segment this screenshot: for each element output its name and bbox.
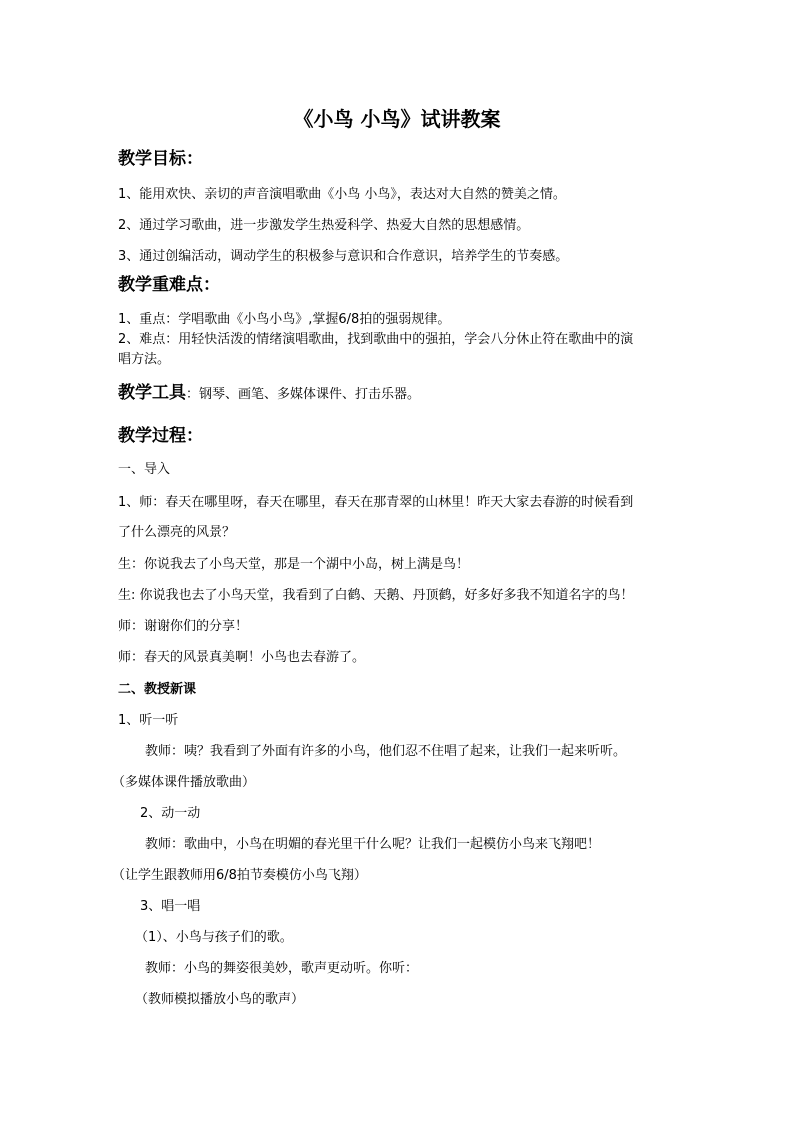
new-lesson-heading: 二、教授新课 xyxy=(118,682,197,697)
objective-item: 1、能用欢快、亲切的声音演唱歌曲《小鸟 小鸟》，表达对大自然的赞美之情。 xyxy=(118,187,566,202)
key-point-item: 1、重点：学唱歌曲《小鸟小鸟》,掌握6/8拍的强弱规律。 xyxy=(118,312,451,327)
lesson-line: 教师：小鸟的舞姿很美妙，歌声更动听。你听： xyxy=(145,961,419,976)
lesson-line: 教师：歌曲中，小鸟在明媚的春光里干什么呢？让我们一起模仿小鸟来飞翔吧！ xyxy=(145,837,601,852)
tools-text: ：钢琴、画笔、多媒体课件、打击乐器。 xyxy=(186,387,421,402)
process-heading: 教学过程： xyxy=(118,426,203,446)
intro-line: 生: 你说我也去了小鸟天堂，我看到了白鹤、天鹅、丹顶鹤，好多好多我不知道名字的鸟！ xyxy=(118,588,634,603)
objective-item: 2、通过学习歌曲，进一步激发学生热爱科学、热爱大自然的思想感情。 xyxy=(118,218,530,233)
lesson-line: （多媒体课件播放歌曲） xyxy=(112,775,256,790)
intro-line: 师：谢谢你们的分享！ xyxy=(118,619,249,634)
lesson-line: （让学生跟教师用6/8拍节奏模仿小鸟飞翔） xyxy=(112,868,367,883)
lesson-line: 教师：咦？我看到了外面有许多的小鸟，他们忍不住唱了起来，让我们一起来听听。 xyxy=(145,744,627,759)
lesson-line: 2、动一动 xyxy=(140,806,201,821)
intro-line: 生：你说我去了小鸟天堂，那是一个湖中小岛，树上满是鸟！ xyxy=(118,557,470,572)
key-points-heading: 教学重难点： xyxy=(118,275,220,295)
objective-item: 3、通过创编活动，调动学生的积极参与意识和合作意识，培养学生的节奏感。 xyxy=(118,249,569,264)
lesson-line: （1）、小鸟与孩子们的歌。 xyxy=(135,930,293,945)
intro-line: 师：春天的风景真美啊！小鸟也去春游了。 xyxy=(118,650,366,665)
lesson-line: 3、唱一唱 xyxy=(140,899,201,914)
tools-line xyxy=(118,384,420,404)
intro-heading: 一、导入 xyxy=(118,462,171,477)
lesson-line: 1、听一听 xyxy=(118,713,179,728)
intro-line: 了什么漂亮的风景？ xyxy=(118,525,236,540)
document-title: 《小鸟 小鸟》试讲教案 xyxy=(293,107,501,131)
objectives-heading: 教学目标： xyxy=(118,149,203,169)
intro-line: 1、师：春天在哪里呀，春天在哪里，春天在那青翠的山林里！昨天大家去春游的时候看到 xyxy=(118,495,634,510)
lesson-line: （教师模拟播放小鸟的歌声） xyxy=(135,992,305,1007)
key-point-item: 2、难点：用轻快活泼的情绪演唱歌曲，找到歌曲中的强拍，学会八分休止符在歌曲中的演 xyxy=(118,332,634,347)
tools-heading: 教学工具 xyxy=(118,383,186,403)
key-point-item: 唱方法。 xyxy=(118,352,171,367)
